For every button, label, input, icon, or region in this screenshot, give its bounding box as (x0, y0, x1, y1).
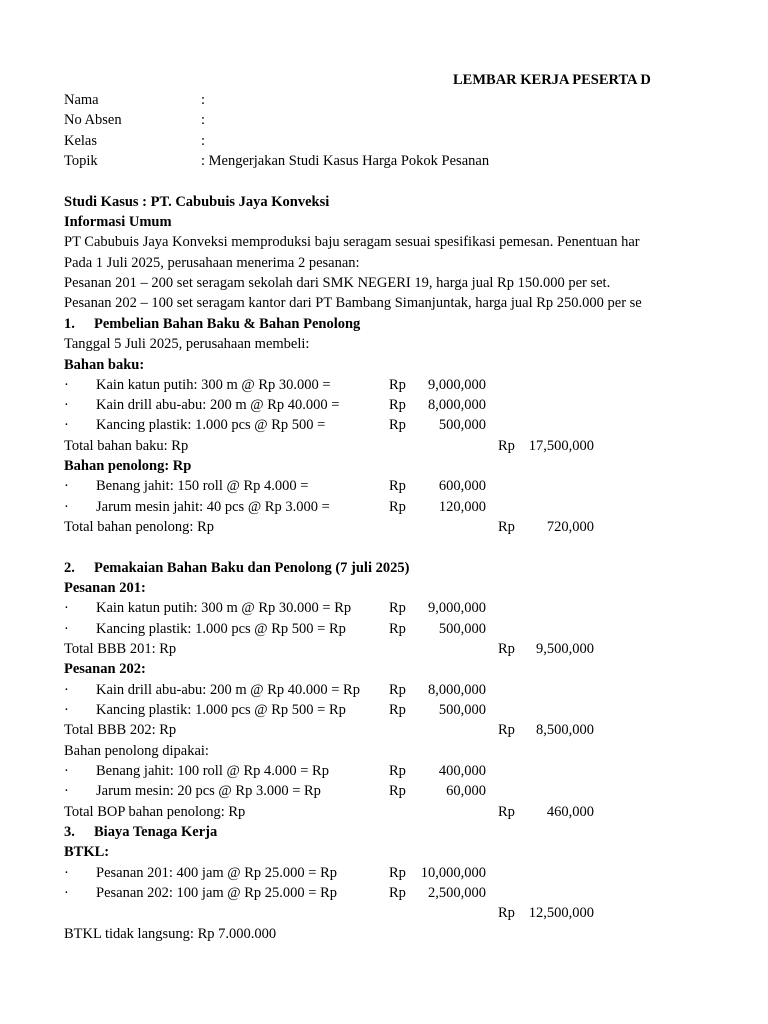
currency: Rp (498, 438, 515, 454)
bahan-penolong-heading: Bahan penolong: Rp (64, 458, 192, 474)
total-amount: 720,000 (546, 519, 594, 535)
kelas-value: : (201, 133, 206, 149)
absen-value: : (201, 112, 206, 128)
pesanan-202-heading: Pesanan 202: (64, 661, 146, 677)
total-label: Total BBB 201: Rp (64, 641, 177, 657)
line-item-text: Kancing plastik: 1.000 pcs @ Rp 500 = Rp (96, 702, 346, 718)
bullet: · (64, 397, 69, 413)
amount: 500,000 (438, 621, 486, 637)
total-amount: 12,500,000 (528, 905, 594, 921)
line-item-text: Kancing plastik: 1.000 pcs @ Rp 500 = Rp (96, 621, 346, 637)
bullet: · (64, 702, 69, 718)
amount: 8,000,000 (428, 397, 486, 413)
currency: Rp (389, 885, 406, 901)
amount: 10,000,000 (420, 865, 486, 881)
total-amount: 17,500,000 (528, 438, 594, 454)
bullet: · (64, 865, 69, 881)
section-1-heading: Pembelian Bahan Baku & Bahan Penolong (94, 316, 361, 332)
line-item-text: Pesanan 201: 400 jam @ Rp 25.000 = Rp (96, 865, 338, 881)
line-item-text: Kain katun putih: 300 m @ Rp 30.000 = (96, 377, 331, 393)
total-label: Total BOP bahan penolong: Rp (64, 804, 246, 820)
line-item-text: Pesanan 202: 100 jam @ Rp 25.000 = Rp (96, 885, 338, 901)
name-label: Nama (64, 92, 99, 108)
line-item-text: Kain drill abu-abu: 200 m @ Rp 40.000 = (96, 397, 340, 413)
section-3-heading: Biaya Tenaga Kerja (94, 824, 218, 840)
bullet: · (64, 600, 69, 616)
info-line: PT Cabubuis Jaya Konveksi memproduksi baju seragam sesuai spesifikasi pemesan. Penentuan har (64, 234, 640, 250)
line-item-text: Jarum mesin: 20 pcs @ Rp 3.000 = Rp (96, 783, 321, 799)
topik-label: Topik (64, 153, 98, 169)
section-1-number: 1. (64, 316, 75, 332)
info-line: Pesanan 202 – 100 set seragam kantor dari PT Bambang Simanjuntak, harga jual Rp 250.000 per se (64, 295, 642, 311)
currency: Rp (498, 641, 515, 657)
bahan-baku-heading: Bahan baku: (64, 357, 145, 373)
currency: Rp (389, 865, 406, 881)
total-label: Total bahan baku: Rp (64, 438, 189, 454)
currency: Rp (389, 478, 406, 494)
topik-value: : Mengerjakan Studi Kasus Harga Pokok Pesanan (201, 153, 490, 169)
currency: Rp (389, 621, 406, 637)
currency: Rp (389, 783, 406, 799)
pesanan-201-heading: Pesanan 201: (64, 580, 146, 596)
currency: Rp (389, 763, 406, 779)
bullet: · (64, 417, 69, 433)
info-line: Pesanan 201 – 200 set seragam sekolah dari SMK NEGERI 19, harga jual Rp 150.000 per set. (64, 275, 611, 291)
name-value: : (201, 92, 206, 108)
bullet: · (64, 783, 69, 799)
amount: 600,000 (438, 478, 486, 494)
amount: 8,000,000 (428, 682, 486, 698)
amount: 500,000 (438, 417, 486, 433)
bahan-penolong-dipakai-heading: Bahan penolong dipakai: (64, 743, 209, 759)
bullet: · (64, 763, 69, 779)
line-item-text: Kancing plastik: 1.000 pcs @ Rp 500 = (96, 417, 326, 433)
line-item-text: Benang jahit: 100 roll @ Rp 4.000 = Rp (96, 763, 329, 779)
bullet: · (64, 682, 69, 698)
amount: 9,000,000 (428, 600, 486, 616)
bullet: · (64, 621, 69, 637)
currency: Rp (498, 905, 515, 921)
line-item-text: Jarum mesin jahit: 40 pcs @ Rp 3.000 = (96, 499, 330, 515)
absen-label: No Absen (64, 112, 122, 128)
total-amount: 460,000 (546, 804, 594, 820)
page-title: LEMBAR KERJA PESERTA D (453, 72, 651, 88)
info-heading: Informasi Umum (64, 214, 172, 230)
case-title: Studi Kasus : PT. Cabubuis Jaya Konveksi (64, 194, 330, 210)
bullet: · (64, 478, 69, 494)
currency: Rp (389, 682, 406, 698)
currency: Rp (389, 600, 406, 616)
amount: 9,000,000 (428, 377, 486, 393)
line-item-text: Benang jahit: 150 roll @ Rp 4.000 = (96, 478, 309, 494)
total-label: Total bahan penolong: Rp (64, 519, 214, 535)
currency: Rp (389, 397, 406, 413)
total-amount: 9,500,000 (536, 641, 594, 657)
amount: 400,000 (438, 763, 486, 779)
currency: Rp (389, 377, 406, 393)
currency: Rp (389, 702, 406, 718)
currency: Rp (389, 417, 406, 433)
amount: 2,500,000 (428, 885, 486, 901)
info-line: Pada 1 Juli 2025, perusahaan menerima 2 pesanan: (64, 255, 360, 271)
kelas-label: Kelas (64, 133, 98, 149)
currency: Rp (498, 804, 515, 820)
amount: 120,000 (438, 499, 486, 515)
bullet: · (64, 499, 69, 515)
bullet: · (64, 885, 69, 901)
amount: 500,000 (438, 702, 486, 718)
currency: Rp (498, 519, 515, 535)
total-label: Total BBB 202: Rp (64, 722, 177, 738)
section-3-number: 3. (64, 824, 75, 840)
currency: Rp (498, 722, 515, 738)
btkl-tidak-langsung: BTKL tidak langsung: Rp 7.000.000 (64, 926, 277, 942)
line-item-text: Kain drill abu-abu: 200 m @ Rp 40.000 = Rp (96, 682, 360, 698)
section-2-number: 2. (64, 560, 75, 576)
btkl-heading: BTKL: (64, 844, 110, 860)
amount: 60,000 (446, 783, 486, 799)
bullet: · (64, 377, 69, 393)
currency: Rp (389, 499, 406, 515)
section-1-intro: Tanggal 5 Juli 2025, perusahaan membeli: (64, 336, 310, 352)
line-item-text: Kain katun putih: 300 m @ Rp 30.000 = Rp (96, 600, 352, 616)
section-2-heading: Pemakaian Bahan Baku dan Penolong (7 juli 2025) (94, 560, 410, 576)
total-amount: 8,500,000 (536, 722, 594, 738)
